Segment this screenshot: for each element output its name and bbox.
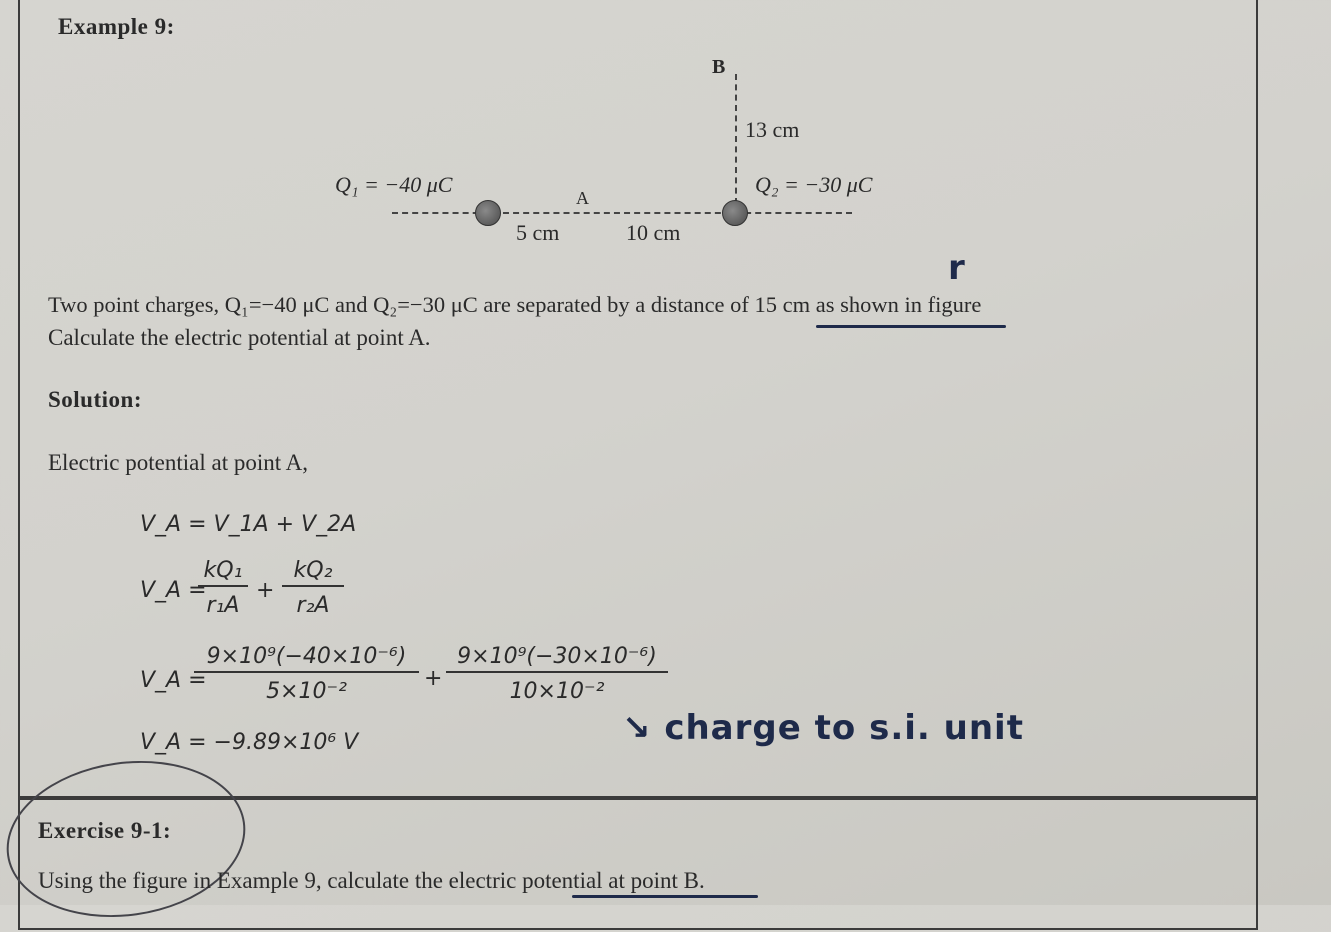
fraction-denominator: 10×10⁻²: [446, 671, 668, 704]
fraction-numerator: 9×10⁹(−40×10⁻⁶): [206, 644, 407, 669]
solution-heading: Solution:: [48, 387, 142, 412]
equation-2-fraction-2: [282, 558, 344, 618]
equation-3-fraction-1: [194, 644, 419, 704]
equation-3-fraction-2: [446, 644, 668, 704]
problem-statement-line2: Calculate the electric potential at point A.: [48, 325, 431, 350]
equation-3-lhs: V_A =: [140, 668, 207, 693]
fraction-numerator: 9×10⁹(−30×10⁻⁶): [457, 644, 657, 669]
exercise-heading: Exercise 9-1:: [38, 818, 172, 843]
distance-5cm-label: 5 cm: [516, 220, 560, 245]
handwritten-r-annotation: r: [948, 248, 966, 288]
q1-label: Q₁ = −40 μC: [335, 172, 453, 197]
equation-sum: V_A = V_1A + V_2A: [140, 512, 357, 537]
handwritten-underline-distance: [816, 325, 1006, 328]
fraction-numerator: kQ₁: [203, 558, 243, 583]
handwritten-note: ↘ charge to s.i. unit: [622, 708, 1024, 748]
charge-q1: [475, 200, 501, 226]
fraction-denominator: 5×10⁻²: [194, 671, 419, 704]
distance-10cm-label: 10 cm: [626, 220, 681, 245]
horizontal-dashed-line: [392, 212, 852, 214]
charge-q2: [722, 200, 748, 226]
example-heading: Example 9:: [58, 14, 175, 39]
fraction-denominator: r₂A: [282, 585, 344, 618]
vertical-dashed-line: [735, 74, 737, 204]
fraction-denominator: r₁A: [198, 585, 248, 618]
solution-intro: Electric potential at point A,: [48, 450, 308, 475]
point-a-label: A: [576, 188, 589, 208]
equation-3-plus: +: [424, 666, 443, 691]
q2-label: Q₂ = −30 μC: [755, 172, 873, 197]
equation-2-fraction-1: [198, 558, 248, 618]
distance-13cm-label: 13 cm: [745, 117, 800, 142]
equation-2-lhs: V_A =: [140, 578, 207, 603]
equation-2-plus: +: [256, 578, 275, 603]
point-b-label: B: [712, 56, 726, 78]
handwritten-underline-potential: [572, 895, 758, 898]
problem-statement-line1: Two point charges, Q₁=−40 μC and Q₂=−30 μC are separated by a distance of 15 cm as shown in figure: [48, 292, 982, 317]
exercise-text: Using the figure in Example 9, calculate the electric potential at point B.: [38, 868, 705, 893]
equation-result: V_A = −9.89×10⁶ V: [140, 730, 359, 755]
fraction-numerator: kQ₂: [293, 558, 333, 583]
